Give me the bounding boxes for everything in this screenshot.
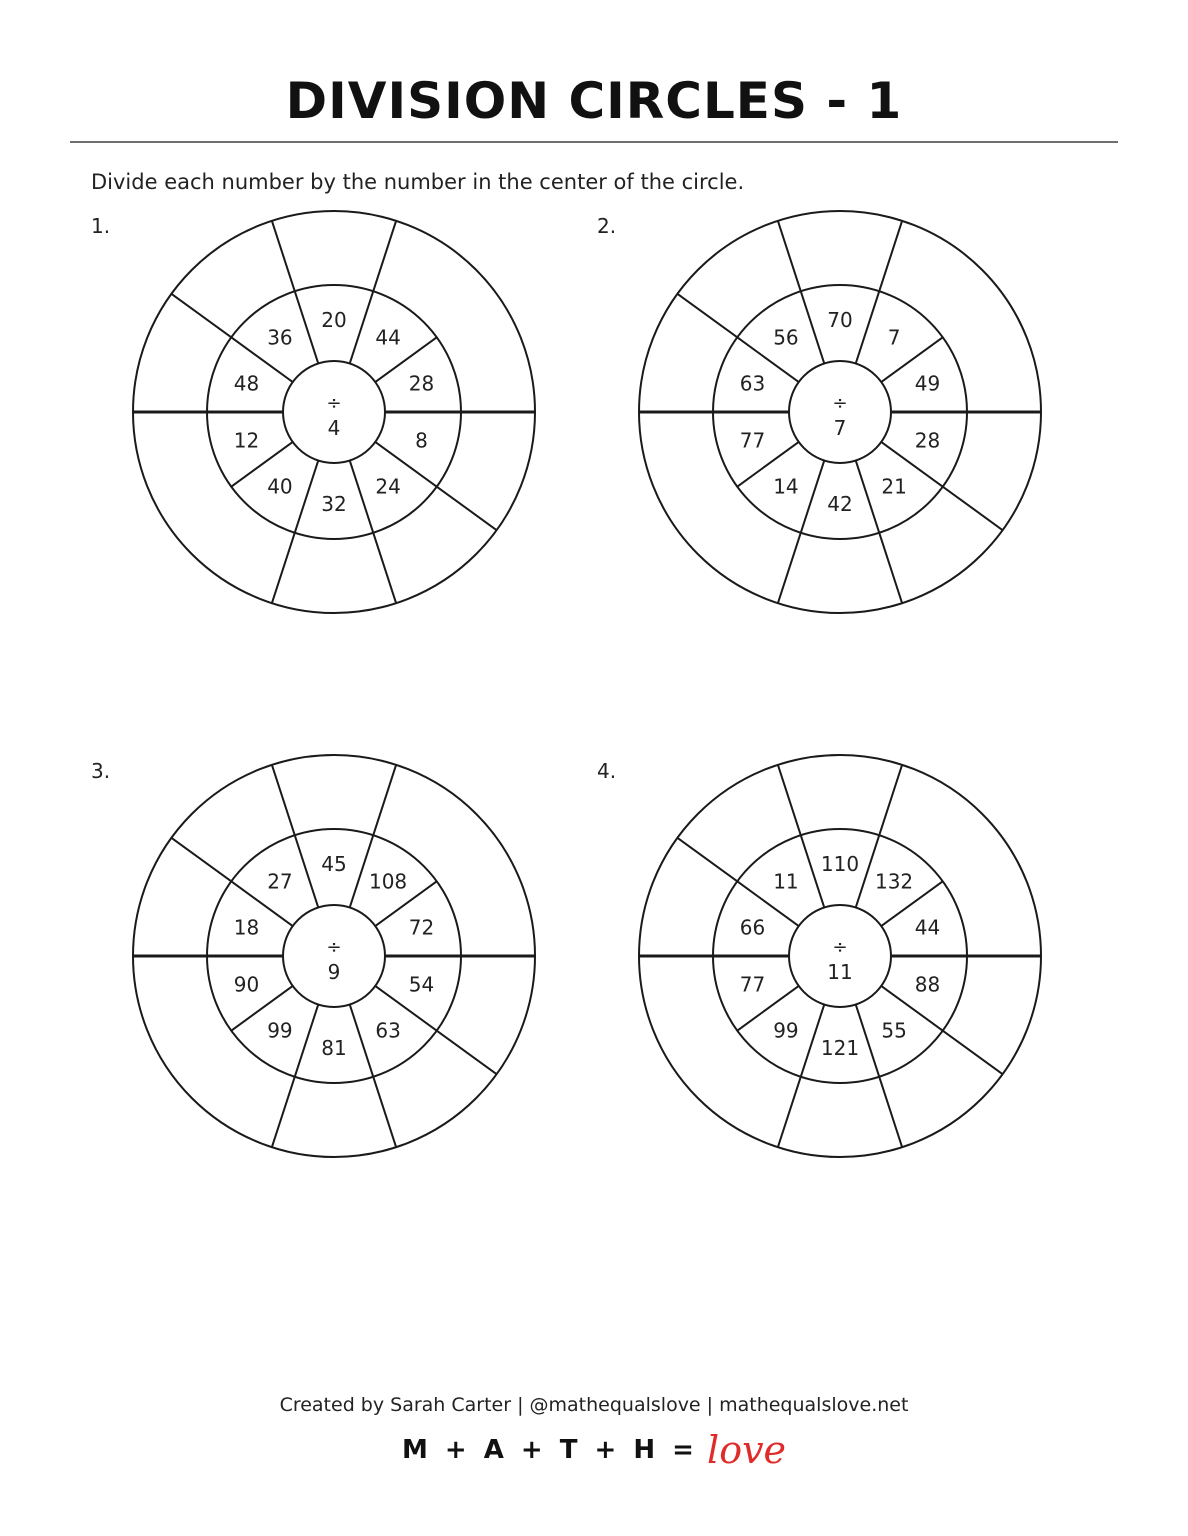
divisor: 4	[327, 416, 341, 440]
ring-number: 32	[321, 492, 347, 516]
outer-divider	[437, 487, 497, 530]
inner-divider	[856, 461, 879, 533]
ring-number: 12	[233, 428, 260, 453]
outer-divider	[879, 221, 902, 291]
outer-divider	[778, 765, 801, 835]
logo-word: love	[707, 1428, 787, 1472]
ring-number: 49	[914, 371, 941, 396]
ring-number: 63	[739, 371, 766, 396]
division-sign: ÷	[326, 937, 342, 958]
inner-divider	[801, 291, 824, 363]
ring-number: 121	[820, 1036, 860, 1060]
outer-divider	[171, 838, 231, 881]
outer-divider	[437, 1031, 497, 1074]
inner-divider	[295, 835, 318, 907]
ring-number: 18	[233, 915, 260, 940]
instructions: Divide each number by the number in the center of the circle.	[91, 170, 745, 194]
inner-divider	[801, 461, 824, 533]
outer-divider	[778, 1077, 801, 1147]
outer-divider	[373, 765, 396, 835]
ring-number: 42	[827, 492, 853, 516]
ring-number: 44	[914, 915, 941, 940]
inner-divider	[350, 1005, 373, 1077]
ring-number: 36	[267, 325, 293, 350]
ring-number: 8	[415, 428, 428, 453]
problem-number-2: 2.	[597, 214, 617, 238]
outer-divider	[677, 294, 737, 337]
inner-divider	[295, 291, 318, 363]
problem-number-1: 1.	[91, 214, 111, 238]
outer-divider	[373, 221, 396, 291]
ring-number: 27	[267, 869, 293, 894]
inner-divider	[350, 291, 373, 363]
inner-divider	[295, 461, 318, 533]
problem-number-3: 3.	[91, 759, 111, 783]
outer-divider	[879, 765, 902, 835]
ring-number: 28	[408, 371, 435, 396]
outer-divider	[171, 294, 231, 337]
division-circle-2	[637, 209, 1043, 615]
inner-divider	[350, 461, 373, 533]
ring-number: 99	[267, 1018, 293, 1043]
ring-number: 44	[375, 325, 401, 350]
ring-number: 21	[881, 474, 907, 499]
ring-number: 110	[820, 852, 860, 876]
ring-number: 132	[874, 869, 914, 894]
outer-divider	[943, 487, 1003, 530]
ring-number: 77	[739, 428, 766, 453]
inner-divider	[856, 1005, 879, 1077]
outer-divider	[879, 533, 902, 603]
ring-number: 45	[321, 852, 347, 876]
division-sign: ÷	[832, 937, 848, 958]
division-circle-1	[131, 209, 537, 615]
ring-number: 63	[375, 1018, 401, 1043]
math-equals-love-logo	[0, 1428, 1188, 1472]
ring-number: 11	[773, 869, 799, 894]
ring-number: 77	[739, 972, 766, 997]
ring-number: 28	[914, 428, 941, 453]
inner-divider	[856, 291, 879, 363]
footer-credit: Created by Sarah Carter | @mathequalslove | mathequalslove.net	[279, 1394, 909, 1416]
ring-number: 14	[773, 474, 799, 499]
outer-divider	[943, 1031, 1003, 1074]
divisor: 11	[827, 960, 853, 984]
division-circle-4	[637, 753, 1043, 1159]
outer-divider	[373, 1077, 396, 1147]
outer-divider	[272, 221, 295, 291]
outer-divider	[272, 533, 295, 603]
outer-divider	[879, 1077, 902, 1147]
inner-divider	[295, 1005, 318, 1077]
ring-number: 48	[233, 371, 260, 396]
ring-number: 40	[267, 474, 293, 499]
ring-number: 55	[881, 1018, 907, 1043]
division-sign: ÷	[326, 393, 342, 414]
ring-number: 88	[914, 972, 941, 997]
ring-number: 66	[739, 915, 766, 940]
outer-divider	[272, 765, 295, 835]
ring-number: 70	[827, 308, 853, 332]
ring-number: 81	[321, 1036, 347, 1060]
logo-letters: M + A + T + H =	[401, 1435, 698, 1465]
outer-divider	[677, 838, 737, 881]
divisor: 7	[833, 416, 847, 440]
ring-number: 90	[233, 972, 260, 997]
title-divider	[70, 141, 1118, 143]
division-sign: ÷	[832, 393, 848, 414]
outer-divider	[272, 1077, 295, 1147]
ring-number: 72	[408, 915, 435, 940]
outer-divider	[373, 533, 396, 603]
outer-divider	[778, 221, 801, 291]
ring-number: 7	[887, 325, 901, 350]
ring-number: 24	[375, 474, 401, 499]
ring-number: 54	[408, 972, 435, 997]
ring-number: 108	[368, 869, 408, 894]
ring-number: 99	[773, 1018, 799, 1043]
outer-divider	[778, 533, 801, 603]
page-title: DIVISION CIRCLES - 1	[285, 72, 903, 130]
problem-number-4: 4.	[597, 759, 617, 783]
division-circle-3	[131, 753, 537, 1159]
divisor: 9	[327, 960, 341, 984]
ring-number: 56	[773, 325, 799, 350]
ring-number: 20	[321, 308, 347, 332]
